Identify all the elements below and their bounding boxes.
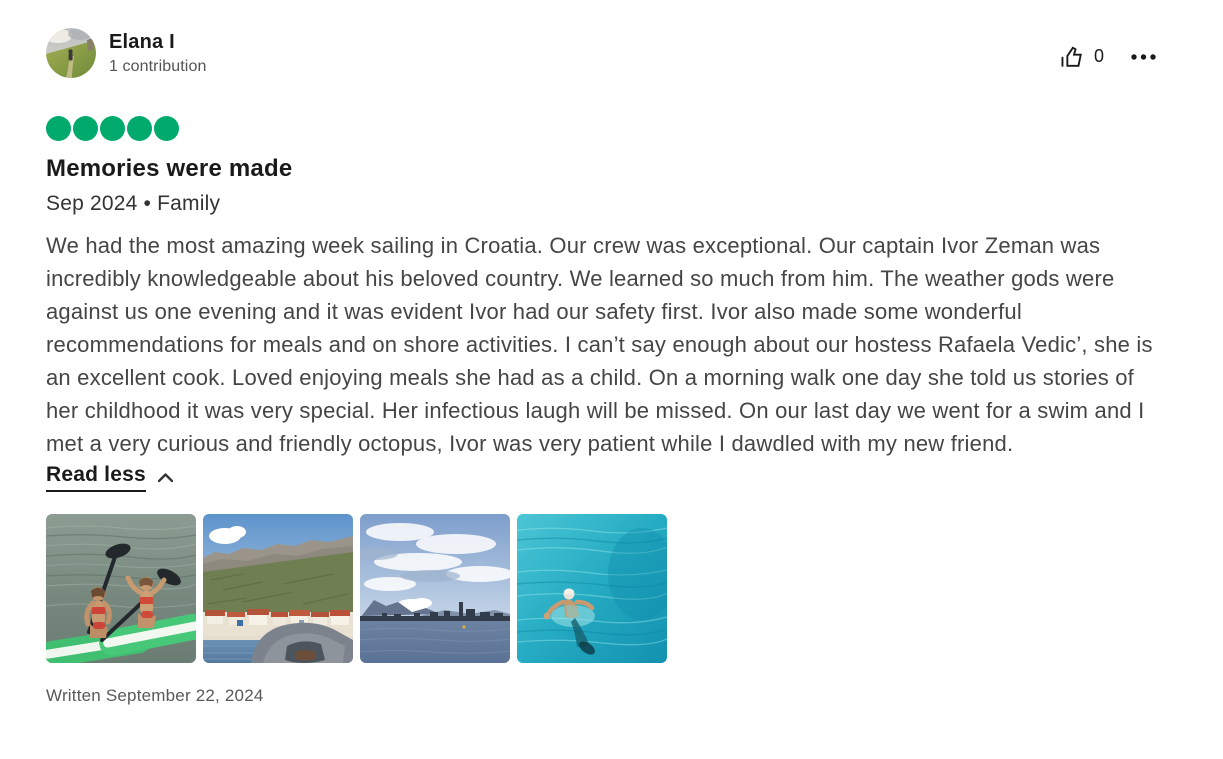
review-body: We had the most amazing week sailing in Croatia. Our crew was exceptional. Our captain Ivor Zeman was incredibly knowledgeable about his beloved country. We learned so much from him. The weather gods were against us one evening and it was evident Ivor had our safety first. Ivor also made some wonderful recommendations for meals and on shore activities. I can’t say enough about our hostess Rafaela Vedic’, she is an excellent cook. Loved enjoying meals she had as a child. On a morning walk one day she told us stories of her childhood it was very special. Her infectious laugh will be missed. On our last day we went for a swim and I met a very curious and friendly octopus, Ivor was very patient while I dawdled with my new friend. xyxy=(46,233,1153,456)
read-less-link[interactable] xyxy=(46,462,174,492)
photo-paddleboards-image xyxy=(46,514,196,663)
review-trip-info: Sep 2024 • Family xyxy=(46,192,221,215)
review-photo-coastal-town[interactable] xyxy=(203,514,353,663)
ellipsis-icon xyxy=(1131,54,1156,60)
avatar-image xyxy=(46,28,96,78)
read-less-label: Read less xyxy=(46,462,146,492)
chevron-up-icon xyxy=(157,472,174,483)
rating-bubble xyxy=(127,116,152,141)
rating-bubble xyxy=(100,116,125,141)
author-block xyxy=(46,28,206,78)
author-text xyxy=(109,30,206,76)
review-title: Memories were made xyxy=(46,155,293,182)
thumbs-up-icon xyxy=(1058,43,1085,70)
rating-bubbles xyxy=(46,116,1156,141)
photo-sea-skyline-image xyxy=(360,514,510,663)
photo-swimmer-image xyxy=(517,514,667,663)
avatar[interactable] xyxy=(46,28,96,78)
written-date: Written September 22, 2024 xyxy=(46,686,264,705)
review-photo-paddleboards[interactable] xyxy=(46,514,196,663)
more-options-button[interactable] xyxy=(1131,50,1156,64)
author-contributions: 1 contribution xyxy=(109,58,207,75)
review-photo-sea-skyline[interactable] xyxy=(360,514,510,663)
review-photo-swimmer[interactable] xyxy=(517,514,667,663)
author-name[interactable]: Elana I xyxy=(109,31,175,53)
photo-coastal-town-image xyxy=(203,514,353,663)
helpful-button[interactable] xyxy=(1058,43,1104,70)
review-actions xyxy=(1058,28,1156,70)
rating-bubble xyxy=(46,116,71,141)
rating-bubble xyxy=(154,116,179,141)
rating-bubble xyxy=(73,116,98,141)
review-photos xyxy=(46,514,1156,663)
review-header xyxy=(46,28,1156,78)
helpful-count: 0 xyxy=(1093,46,1104,66)
